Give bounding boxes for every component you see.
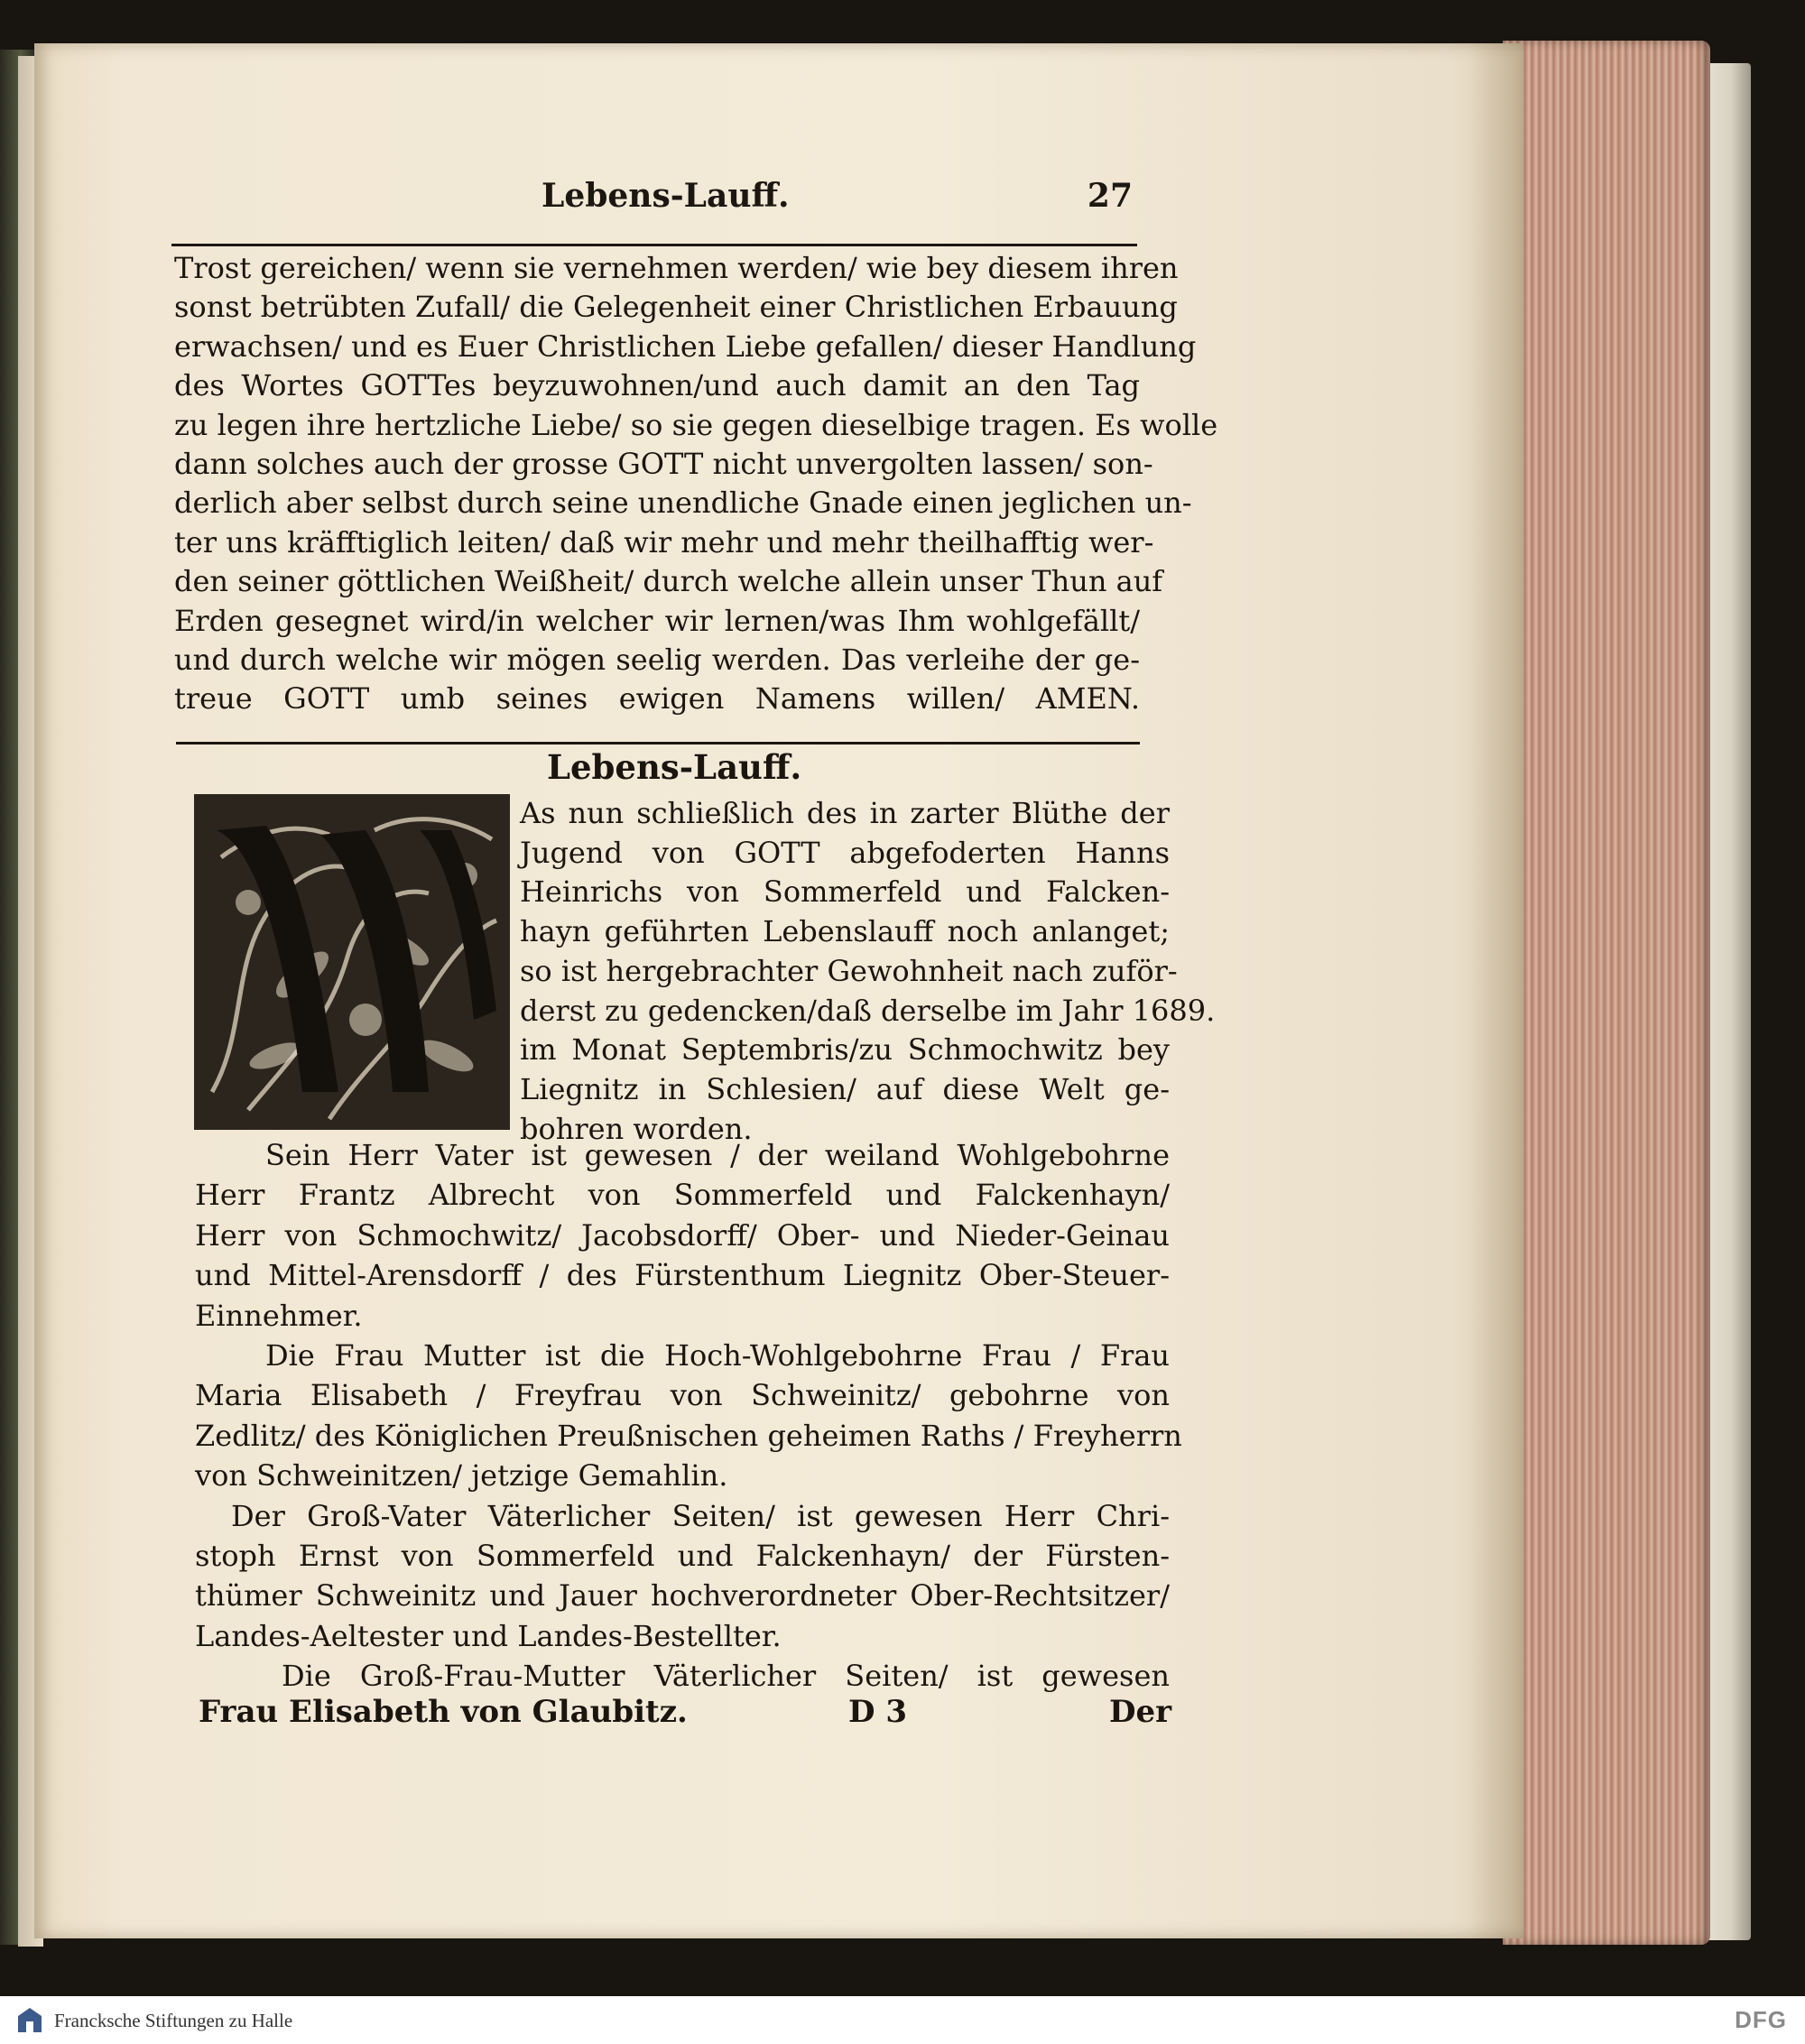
text-line: As nun schließlich des in zarter Blüthe der [520, 796, 1170, 830]
text-line: Heinrichs von Sommerfeld und Falcken- [520, 874, 1170, 910]
biography-opening-paragraph [520, 794, 1216, 1149]
section-title: Lebens-Lauff. [547, 747, 802, 787]
last-line-name: Frau Elisabeth von Glaubitz. [199, 1694, 688, 1730]
running-head: Lebens-Lauff. [542, 177, 790, 215]
text-line: thümer Schweinitz und Jauer hochverordneter Ober-Rechtsitzer/ [195, 1578, 1170, 1614]
text-line: Herr von Schmochwitz/ Jacobsdorff/ Ober- und Nieder-Geinau [195, 1217, 1170, 1253]
page-header [176, 177, 1133, 227]
text-line: Die Groß-Frau-Mutter Väterlicher Seiten/ ist gewesen [282, 1659, 1170, 1694]
text-line: Herr Frantz Albrecht von Sommerfeld und Falckenhayn/ [195, 1178, 1170, 1213]
text-line: Der Groß-Vater Väterlicher Seiten/ ist gewesen Herr Chri- [231, 1498, 1170, 1533]
sermon-closing-paragraph [174, 249, 1218, 719]
text-line: so ist hergebrachter Gewohnheit nach zuför- [520, 953, 1178, 988]
institution-logo-icon [13, 2003, 47, 2038]
text-line: Einnehmer. [195, 1298, 363, 1333]
catchword: Der [1108, 1694, 1171, 1730]
text-line: Die Frau Mutter ist die Hoch-Wohlgebohrne Frau / Frau [265, 1338, 1170, 1373]
text-line: zu legen ihre hertzliche Liebe/ so sie gegen dieselbige tragen. Es wolle [174, 407, 1218, 442]
fore-edge [1503, 41, 1710, 1945]
text-line: Jugend von GOTT abgefoderten Hanns [520, 835, 1170, 870]
text-line: derlich aber selbst durch seine unendliche Gnade einen jeglichen un- [174, 486, 1192, 521]
text-line: und durch welche wir mögen seelig werden. Das verleihe der ge- [174, 643, 1140, 678]
text-line: Maria Elisabeth / Freyfrau von Schweinitz/ gebohrne von [195, 1378, 1170, 1413]
text-line: im Monat Septembris/zu Schmochwitz bey [520, 1032, 1170, 1068]
text-line: ter uns kräfftiglich leiten/ daß wir mehr und mehr theilhafftig wer- [174, 524, 1154, 560]
text-line: derst zu gedencken/daß derselbe im Jahr 1689. [520, 993, 1216, 1028]
page-number: 27 [1087, 177, 1133, 215]
text-line: Liegnitz in Schlesien/ auf diese Welt ge- [520, 1071, 1170, 1106]
text-line: treue GOTT umb seines ewigen Namens willen/ AMEN. [174, 681, 1140, 717]
text-line: den seiner göttlichen Weißheit/ durch welche allein unser Thun auf [174, 564, 1163, 599]
woodcut-initial-w [194, 794, 510, 1130]
text-line: Zedlitz/ des Königlichen Preußnischen geheimen Raths / Freyherrn [195, 1418, 1182, 1453]
text-line: des Wortes GOTTes beyzuwohnen/und auch damit an den Tag [174, 368, 1140, 403]
text-line: bohren worden. [520, 1111, 753, 1146]
text-line: Landes-Aeltester und Landes-Bestellter. [195, 1618, 782, 1653]
signature-mark: D 3 [848, 1694, 907, 1730]
page-foot-line [199, 1694, 1171, 1744]
text-line: hayn geführten Lebenslauff noch anlanget; [520, 914, 1170, 949]
biography-body [195, 1135, 1182, 1697]
viewer-footer [0, 1996, 1805, 2044]
text-line: dann solches auch der grosse GOTT nicht unvergolten lassen/ son- [174, 447, 1153, 482]
text-line: erwachsen/ und es Euer Christlichen Liebe gefallen/ dieser Handlung [174, 328, 1197, 364]
text-line: stoph Ernst von Sommerfeld und Falckenhayn/ der Fürsten- [195, 1539, 1170, 1574]
header-rule [171, 244, 1137, 246]
text-line: von Schweinitzen/ jetzige Gemahlin. [195, 1458, 728, 1494]
text-line: Erden gesegnet wird/in welcher wir lernen/was Ihm wohlgefällt/ [174, 603, 1140, 638]
institution-name: Francksche Stiftungen zu Halle [54, 2010, 293, 2031]
text-line: und Mittel-Arensdorff / des Fürstenthum Liegnitz Ober-Steuer- [195, 1258, 1170, 1293]
dfg-logo: DFG [1735, 2006, 1787, 2033]
text-line: Sein Herr Vater ist gewesen / der weiland Wohlgebohrne [265, 1138, 1170, 1172]
section-rule [176, 742, 1140, 745]
text-line: Trost gereichen/ wenn sie vernehmen werden/ wie bey diesem ihren [174, 251, 1179, 285]
text-line: sonst betrübten Zufall/ die Gelegenheit einer Christlichen Erbauung [174, 290, 1178, 325]
